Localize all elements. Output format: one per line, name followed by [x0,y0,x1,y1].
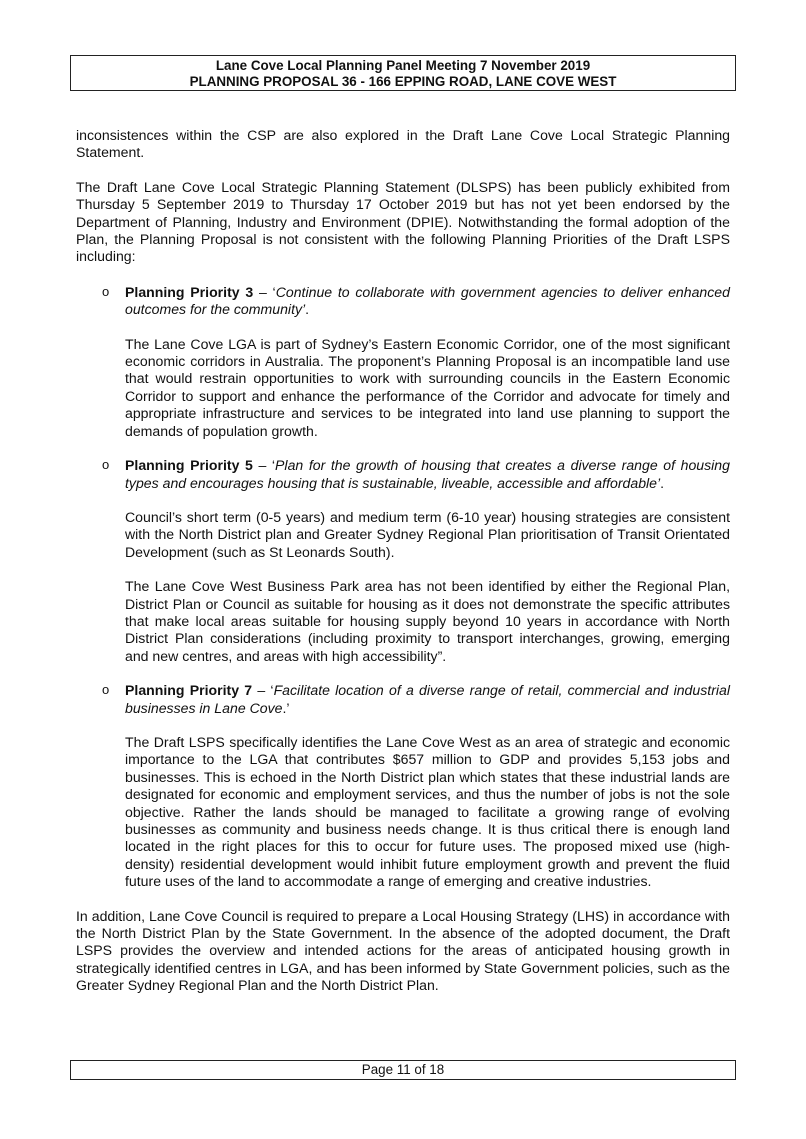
priority-3-end: . [305,301,310,318]
priority-7-title: Planning Priority 7 [125,682,253,699]
priority-7-paragraph: The Draft LSPS specifically identifies the Lane Cove West as an area of strategic and economic importance to the LGA that contributes $657 million to GDP and provides 5,153 jobs and businesses. This is echoed in the North District plan which states that these industrial lands are designated for economic and employment services, and thus the number of jobs is not the sole objective. Rather the lands should be managed to facilitate a growing range of evolving businesses as community and business needs change. It is thus critical there is enough land located in the right places for this to occur for future uses. The proposed mixed use (high-density) residential development would inhibit future employment growth and prevent the fluid future uses of the land to accommodate a range of emerging and creative industries. [125,733,730,890]
priority-5-heading [125,457,730,492]
priority-3-paragraph: The Lane Cove LGA is part of Sydney’s Eastern Economic Corridor, one of the most significant economic corridors in Australia. The proponent’s Planning Proposal is an incompatible land use that would restrain opportunities to work with surrounding councils in the Eastern Economic Corridor to support and enhance the performance of the Corridor and advocate for timely and appropriate infrastructure and services to be integrated into land use planning to support the demands of population growth. [125,335,730,439]
meeting-title: Lane Cove Local Planning Panel Meeting 7 November 2019 [215,58,591,73]
priority-5-title: Planning Priority 5 [125,457,253,474]
intro-paragraph: inconsistences within the CSP are also explored in the Draft Lane Cove Local Strategic Planning Statement. [76,127,730,161]
priority-7-item [76,682,730,890]
priority-7-dash: – ‘ [252,682,274,699]
priority-5-end: . [660,474,665,491]
priority-7-heading [125,682,730,717]
priority-5-paragraph-1: Council’s short term (0-5 years) and medium term (6-10 year) housing strategies are consistent with the North District plan and Greater Sydney Regional Plan prioritisation of Transit Orientated Development (such as St Leonards South). [125,508,730,560]
priority-3-quote: Continue to collaborate with government agencies to deliver enhanced outcomes for the community’ [125,283,730,318]
bullet-marker: o [102,682,110,698]
priority-3-item [76,284,730,440]
priority-5-paragraph-2: The Lane Cove West Business Park area has not been identified by either the Regional Plan, District Plan or Council as suitable for housing as it does not demonstrate the specific attributes that make local areas suitable for housing supply beyond 10 years in accordance with North District Plan considerations (including proximity to transport interchanges, growing, emerging and new centres, and areas with high accessibility”. [125,578,730,664]
priority-7-end: .’ [282,699,290,716]
page-header [70,55,736,91]
priority-5-quote: Plan for the growth of housing that creates a diverse range of housing types and encourages housing that is sustainable, liveable, accessible and affordable’ [125,457,730,491]
proposal-title: PLANNING PROPOSAL 36 - 166 EPPING ROAD, LANE COVE WEST [189,74,617,89]
page-number: Page 11 of 18 [361,1062,445,1077]
bullet-marker: o [102,457,110,473]
priority-5-item [76,457,730,665]
priority-3-title: Planning Priority 3 [125,283,254,300]
lhs-paragraph: In addition, Lane Cove Council is required to prepare a Local Housing Strategy (LHS) in accordance with the North District Plan by the State Government. In the absence of the adopted document, the Draft LSPS provides the overview and intended actions for the areas of anticipated housing growth in strategically identified centres in LGA, and has been informed by State Government policies, such as the Greater Sydney Regional Plan and the North District Plan. [76,907,730,994]
priority-7-quote: Facilitate location of a diverse range of retail, commercial and industrial businesses in Lane Cove [125,682,730,716]
page-footer [70,1060,736,1080]
document-body [76,127,730,995]
priority-3-dash: – ‘ [253,283,276,300]
priority-5-dash: – ‘ [252,457,276,474]
dlsps-paragraph: The Draft Lane Cove Local Strategic Planning Statement (DLSPS) has been publicly exhibited from Thursday 5 September 2019 to Thursday 17 October 2019 but has not yet been endorsed by the Department of Planning, Industry and Environment (DPIE). Notwithstanding the formal adoption of the Plan, the Planning Proposal is not consistent with the following Planning Priorities of the Draft LSPS including: [76,178,730,265]
bullet-marker: o [102,283,110,299]
priority-3-heading [125,284,730,319]
